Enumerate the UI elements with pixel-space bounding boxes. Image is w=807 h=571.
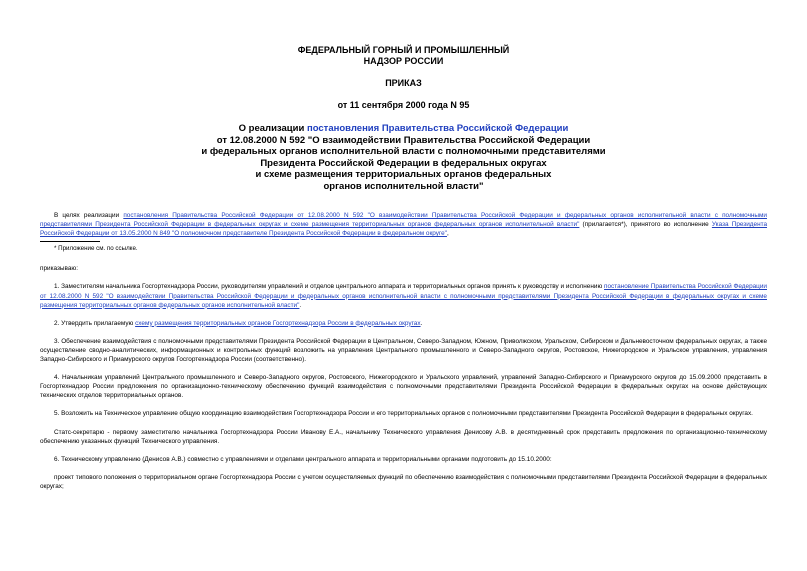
document-header xyxy=(40,45,767,111)
footnote-divider xyxy=(40,241,100,242)
order-word: приказываю: xyxy=(40,265,78,273)
title-line-5: и схеме размещения территориальных органов федеральных xyxy=(255,169,552,180)
item-1-text: 1. Заместителям начальника Госгортехнадзора России, руководителям управлений и отделов центрального аппарата и территориальных органов принять к руководству и исполнению xyxy=(54,283,605,291)
preamble-text-1: В целях реализации xyxy=(54,212,124,219)
preamble-paragraph xyxy=(40,211,767,238)
item-1-end: . xyxy=(299,301,302,309)
item-1 xyxy=(40,282,767,309)
item-5-continued: Статс-секретарю - первому заместителю начальника Госгортехнадзора России Иванову Е.А., начальнику Технического управления Денисову А.В. в десятидневный срок представить предложения по организационно-техническому обеспечению указанных функций Технического управления. xyxy=(40,428,767,445)
item-3: 3. Обеспечение взаимодействия с полномочными представителями Президента Российской Федерации в Центральном, Северо-Западном, Южном, Приволжском, Уральском, Сибирском и Дальневосточном федеральных округах, а также осуществление сводно-аналитических, информационных и контрольных функций возложить на управления Центрального промышленного и Северо-Западного округов, Ростовское, Нижегородское и Уральское управления, управления Западно-Сибирского и Приамурского округов Госгортехнадзора России (соответственно). xyxy=(40,337,767,364)
document-date: от 11 сентября 2000 года N 95 xyxy=(337,100,470,110)
item-6: 6. Техническому управлению (Денисов А.В.) совместно с управлениями и отделами центрального аппарата и территориальными органами подготовить до 15.10.2000: xyxy=(54,455,552,463)
item-6-subitem: проект типового положения о территориальном органе Госгортехнадзора России с учетом осуществляемых функций по обеспечению взаимодействия с полномочными представителями Президента Российской Федерации в федеральных округах; xyxy=(40,473,767,490)
item-2-text: 2. Утвердить прилагаемую xyxy=(54,319,136,327)
title-line-3: и федеральных органов исполнительной власти с полномочными представителями xyxy=(201,146,606,157)
title-decree-link[interactable]: постановления Правительства Российской Федерации xyxy=(306,123,569,134)
item-2-end: . xyxy=(420,319,423,327)
item-2-scheme-link[interactable]: схему размещения территориальных органов Госгортехнадзора России в федеральных округах xyxy=(135,319,421,327)
title-line-2: от 12.08.2000 N 592 "О взаимодействии Правительства Российской Федерации xyxy=(216,134,591,146)
document-body xyxy=(40,211,767,491)
item-1-decree-link[interactable]: постановление Правительства Российской Федерации от 12.08.2000 N 592 "О взаимодействии Правительства Российской Федерации и федеральных органов исполнительной власти с полномочными представителями Президента Российской Федерации в федеральных округах и схеме размещения территориальных органов федеральных органов исполнительной власти" xyxy=(40,283,767,309)
item-2 xyxy=(40,319,767,328)
document-type: ПРИКАЗ xyxy=(385,78,422,88)
item-4: 4. Начальникам управлений Центрального промышленного и Северо-Западного округов, Ростовского, Нижегородского и Уральского управлений, управлений Западно-Сибирского и Приамурского округов до 15.09.2000 представить в Госгортехнадзор России предложения по организационно-техническому обеспечению функций взаимодействия с полномочными представителями Президента Российской Федерации в федеральных округах на основе действующих технических отделов территориальных органов. xyxy=(40,374,767,400)
preamble-text-3: , xyxy=(446,230,449,238)
organization-name-line-1: ФЕДЕРАЛЬНЫЙ ГОРНЫЙ И ПРОМЫШЛЕННЫЙ xyxy=(297,45,510,55)
document-title xyxy=(40,123,767,192)
footnote: * Приложение см. по ссылке. xyxy=(54,245,138,253)
title-line-4: Президента Российской Федерации в федеральных округах xyxy=(260,157,547,169)
organization-name-line-2: НАДЗОР РОССИИ xyxy=(363,56,444,66)
title-prefix: О реализации xyxy=(238,123,307,134)
preamble-text-2: (прилагается*), принятого во исполнение xyxy=(579,221,712,229)
preamble-decree-link[interactable]: постановления Правительства Российской Федерации от 12.08.2000 N 592 "О взаимодействии Правительства Российской Федерации и федеральных органов исполнительной власти с полномочными представителями Президента Российской Федерации в федеральных округах и схеме размещения территориальных органов федеральных органов исполнительной власти" xyxy=(40,212,767,229)
title-line-6: органов исполнительной власти" xyxy=(323,180,484,192)
preamble-ukaz-link[interactable]: Указа Президента Российской Федерации от 13.05.2000 N 849 "О полномочном представителе Президента Российской Федерации в федеральном округе" xyxy=(40,221,768,238)
item-5: 5. Возложить на Техническое управление общую координацию взаимодействия Госгортехнадзора России и его территориальных органов с полномочными представителями Президента Российской Федерации в федеральных округах. xyxy=(54,410,753,418)
